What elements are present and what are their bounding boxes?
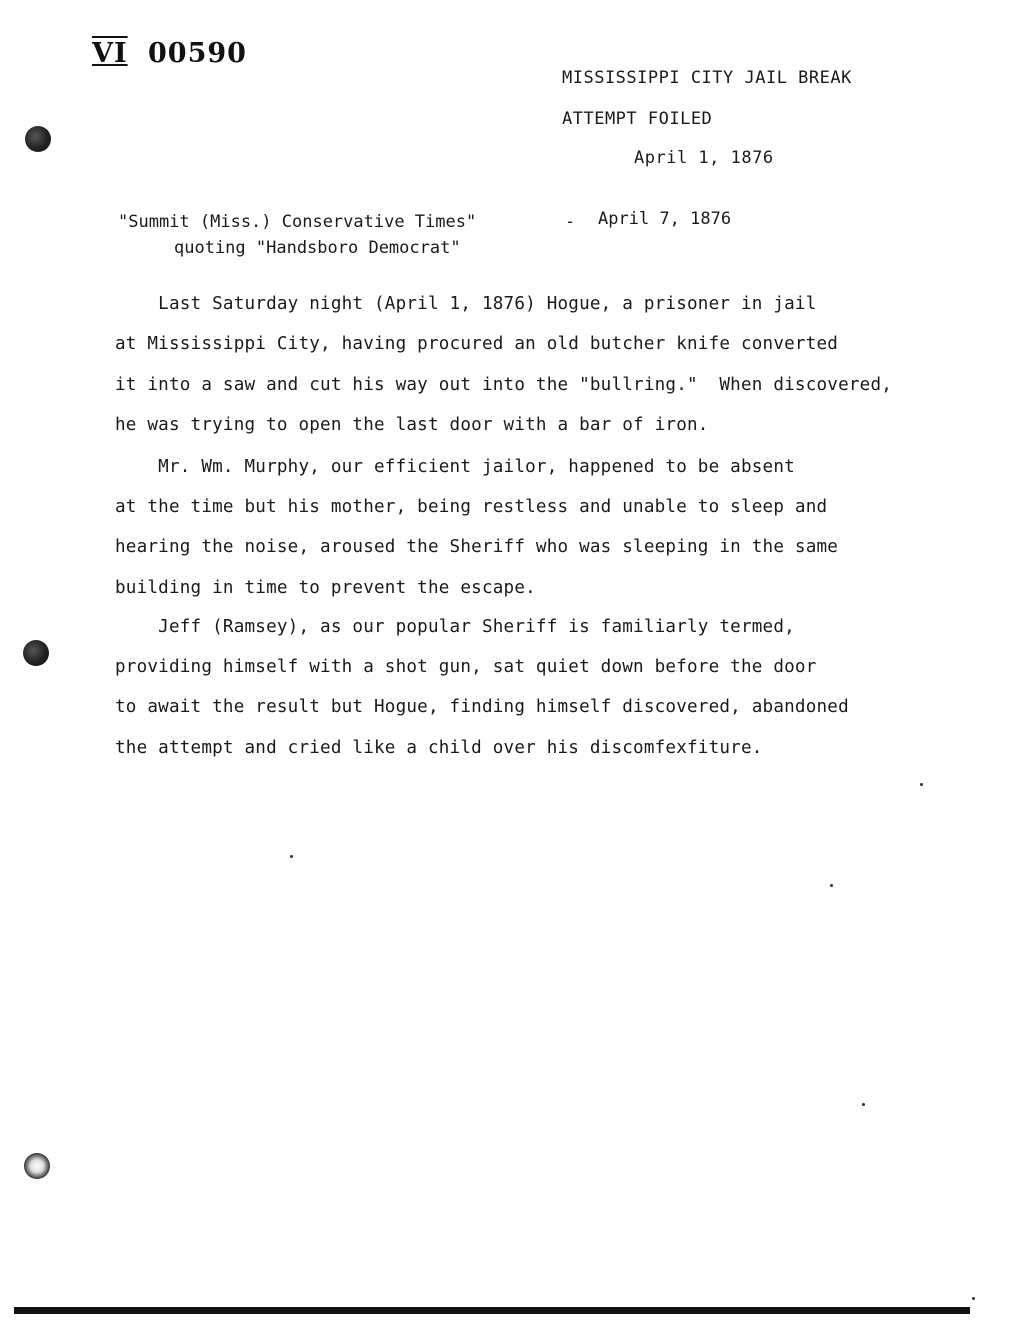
heading-line-1: MISSISSIPPI CITY JAIL BREAK (562, 68, 852, 88)
body-line: the attempt and cried like a child over his discomfexfiture. (115, 738, 763, 758)
source-line-1: "Summit (Miss.) Conservative Times" (118, 212, 477, 232)
document-id-number: 00590 (148, 38, 247, 69)
punch-hole-top (25, 126, 51, 152)
body-line: Last Saturday night (April 1, 1876) Hogue, a prisoner in jail (115, 294, 817, 314)
body-line: it into a saw and cut his way out into the "bullring." When discovered, (115, 375, 893, 395)
punch-hole-bottom (24, 1153, 50, 1179)
source-dash: - (565, 212, 576, 232)
body-line: Mr. Wm. Murphy, our efficient jailor, happened to be absent (115, 457, 795, 477)
body-line: he was trying to open the last door with a bar of iron. (115, 415, 709, 435)
scan-edge-rule (14, 1307, 970, 1314)
paper-speck (290, 855, 293, 858)
body-line: hearing the noise, aroused the Sheriff who was sleeping in the same (115, 537, 839, 557)
paper-speck (862, 1103, 865, 1106)
event-date: April 1, 1876 (634, 148, 774, 168)
body-line: to await the result but Hogue, finding himself discovered, abandoned (115, 697, 849, 717)
paper-speck (972, 1297, 975, 1300)
body-line: Jeff (Ramsey), as our popular Sheriff is familiarly termed, (115, 617, 795, 637)
body-line: at the time but his mother, being restless and unable to sleep and (115, 497, 828, 517)
heading-line-2: ATTEMPT FOILED (562, 109, 713, 129)
source-line-2: quoting "Handsboro Democrat" (174, 238, 461, 258)
paper-speck (830, 884, 833, 887)
source-date: April 7, 1876 (598, 209, 732, 229)
body-line: providing himself with a shot gun, sat quiet down before the door (115, 657, 817, 677)
document-id (92, 38, 247, 69)
body-line: at Mississippi City, having procured an old butcher knife converted (115, 334, 839, 354)
body-line: building in time to prevent the escape. (115, 578, 536, 598)
punch-hole-middle (23, 640, 49, 666)
paper-speck (920, 783, 923, 786)
document-id-roman: VI (92, 38, 128, 69)
